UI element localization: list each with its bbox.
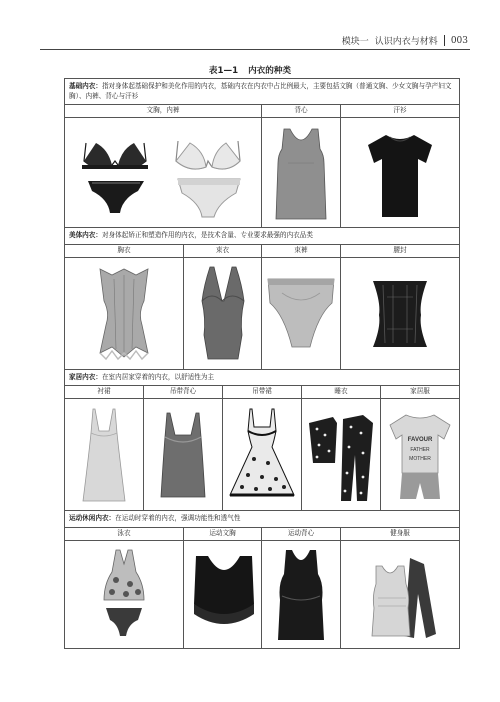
swimsuit-image (86, 544, 162, 644)
bodysuit-image (188, 261, 258, 365)
sports-bra-image-cell (184, 540, 262, 648)
item-label: 衬裙 (65, 386, 144, 399)
category-label: 基础内衣： (69, 82, 102, 90)
shirt-print-line3: MOTHER (409, 455, 431, 462)
sports-vest-image-cell (262, 540, 341, 648)
item-label: 吊带背心 (144, 386, 223, 399)
bra-panties-image-cell (65, 118, 262, 228)
bra-panties-image (68, 121, 258, 225)
slip-image-cell (65, 399, 144, 511)
section-shaping-header-row (65, 244, 460, 257)
swimsuit-image-cell (65, 540, 184, 648)
section-basic-header-row (65, 105, 460, 118)
white-bra-figure (176, 141, 240, 217)
slip-image (69, 403, 139, 507)
camisole-image-cell (144, 399, 223, 511)
item-label: 吊带裙 (223, 386, 302, 399)
underwear-types-table (64, 78, 460, 649)
corset-image (86, 261, 162, 365)
corset-image-cell (65, 257, 184, 369)
pajamas-image-cell (302, 399, 381, 511)
category-label: 家居内衣： (69, 372, 102, 381)
category-description: 在室内居家穿着的内衣，以舒适性为主 (101, 372, 215, 381)
category-description: 指对身体起基础保护和美化作用的内衣，基础内衣在内衣中占比例最大，主要包括文胸（普通文胸、少女文胸与孕产妇文胸）、内裤、背心与汗衫 (69, 82, 452, 100)
section-shaping-image-row (65, 257, 460, 369)
header-separator (444, 35, 445, 46)
fitness-wear-image-cell (341, 540, 460, 648)
item-label: 睡衣 (302, 386, 381, 399)
section-shaping-desc (65, 228, 460, 245)
item-label: 背心 (262, 105, 341, 118)
section-sport-desc (65, 511, 460, 528)
section-sport-image-row (65, 540, 460, 648)
item-label: 汗衫 (341, 105, 460, 118)
shaping-panties-image (262, 263, 340, 363)
pajamas-image (303, 403, 379, 507)
item-label: 束裤 (262, 244, 341, 257)
shaping-panties-image-cell (262, 257, 341, 369)
camisole-image (147, 403, 219, 507)
category-label: 运动休闲内衣： (69, 514, 116, 523)
item-label: 束衣 (184, 244, 262, 257)
page-header (342, 34, 468, 47)
header-rule (40, 49, 470, 50)
slip-dress-image (224, 403, 300, 507)
chapter-title: 认识内衣与材料 (374, 37, 438, 47)
section-shaping-desc-row (65, 228, 460, 245)
tshirt-image-cell (341, 118, 460, 228)
section-home-image-row (65, 399, 460, 511)
slip-dress-image-cell (223, 399, 302, 511)
section-basic-desc-row (65, 79, 460, 105)
section-home-desc (65, 369, 460, 386)
item-label: 家居服 (381, 386, 460, 399)
item-label: 健身服 (341, 527, 460, 540)
waist-cincher-image-cell (341, 257, 460, 369)
table-title-text: 内衣的种类 (248, 66, 292, 76)
sports-vest-image (266, 544, 336, 644)
table-number: 表1—1 (208, 66, 239, 76)
section-home-desc-row (65, 369, 460, 386)
shirt-print-line1: FAVOUR (407, 436, 433, 443)
category-description: 在运动时穿着的内衣，强调功能性和透气性 (115, 514, 241, 523)
fitness-wear-image (360, 544, 440, 644)
item-label: 腰封 (341, 244, 460, 257)
bodysuit-image-cell (184, 257, 262, 369)
waist-cincher-image (361, 263, 439, 363)
section-sport-header-row (65, 527, 460, 540)
item-label: 泳衣 (65, 527, 184, 540)
table-title (0, 64, 500, 76)
module-label: 模块一 (341, 37, 369, 47)
black-bra-figure (82, 143, 148, 213)
section-home-header-row (65, 386, 460, 399)
section-basic-image-row (65, 118, 460, 228)
item-label: 运动文胸 (184, 527, 262, 540)
page-number: 003 (450, 35, 468, 46)
loungewear-image-cell (381, 399, 460, 511)
section-basic-desc (65, 79, 460, 105)
item-label: 文胸，内裤 (65, 105, 262, 118)
sports-bra-image (184, 544, 264, 644)
item-label: 胸衣 (65, 244, 184, 257)
section-sport-desc-row (65, 511, 460, 528)
category-description: 对身体起矫正和塑造作用的内衣，是技术含量、专业要求最强的内衣品类 (101, 231, 313, 240)
vest-image (266, 123, 336, 223)
shirt-print-line2: FATHER (410, 446, 430, 453)
loungewear-image (382, 403, 458, 507)
item-label: 运动背心 (262, 527, 341, 540)
tshirt-image (362, 123, 438, 223)
category-label: 美体内衣： (69, 231, 102, 240)
vest-image-cell (262, 118, 341, 228)
